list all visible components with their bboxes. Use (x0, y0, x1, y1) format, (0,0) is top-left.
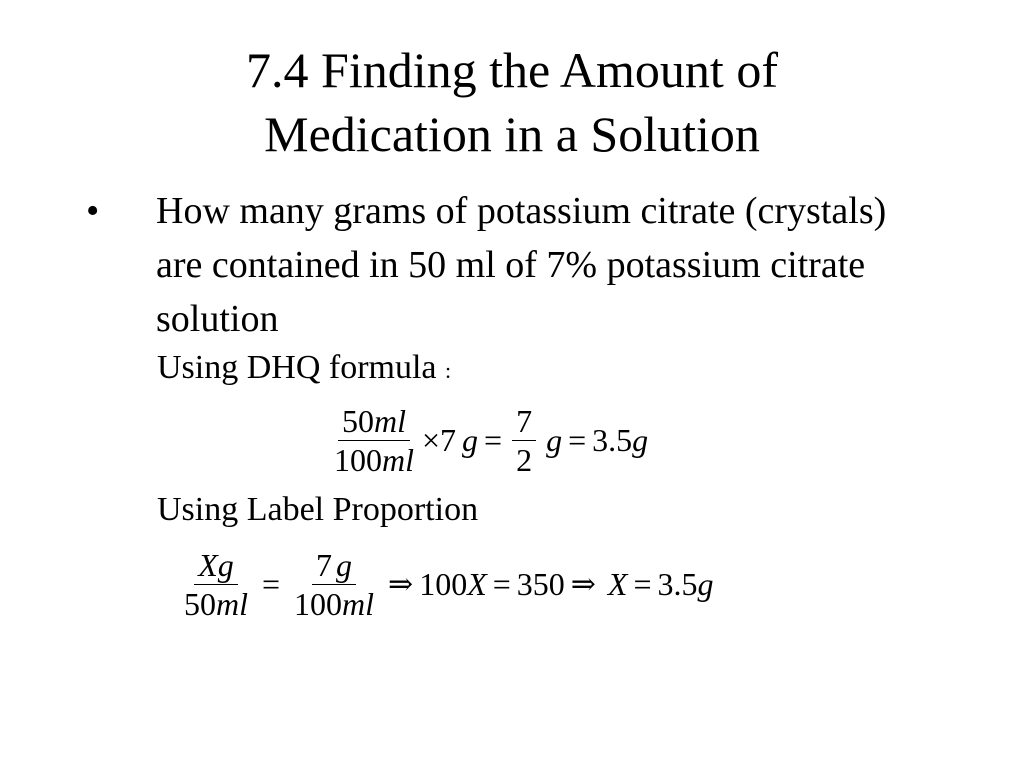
prop-lhs-coef: 100 (419, 566, 468, 602)
dhq-fraction-2 (512, 402, 536, 479)
bullet-marker: • (86, 190, 100, 232)
dhq-coef: 7 (440, 422, 457, 458)
prop-frac2-den-unit: ml (342, 586, 375, 622)
dhq-unit: g (462, 422, 479, 458)
prop-implies-1: ⇒ (388, 568, 414, 601)
dhq-unit-2: g (546, 422, 563, 458)
dhq-result-unit: g (632, 422, 649, 458)
method-dhq-label (157, 348, 451, 391)
title-line-1: 7.4 Finding the Amount of (246, 42, 778, 98)
proportion-equation (176, 546, 714, 623)
question-text: How many grams of potassium citrate (crystals) are contained in 50 ml of 7% potassium citrate solution (156, 190, 887, 340)
prop-fraction-1 (180, 546, 252, 623)
method-dhq-text: Using DHQ formula (157, 349, 437, 386)
prop-equals-1: = (262, 566, 281, 602)
prop-fraction-2 (290, 546, 378, 623)
prop-result-unit: g (697, 566, 714, 602)
dhq-frac1-den-unit: ml (382, 442, 414, 478)
dhq-frac2-num: 7 (512, 402, 536, 441)
prop-result: 3.5 (657, 566, 698, 602)
prop-implies-2: ⇒ (570, 568, 596, 601)
dhq-fraction-1 (330, 402, 418, 479)
dhq-equals-1: = (484, 422, 503, 458)
prop-frac2-num: 7 (316, 547, 333, 583)
prop-lhs-var: X (467, 566, 487, 602)
prop-frac2-den: 100 (294, 586, 343, 622)
prop-rhs: 350 (516, 566, 565, 602)
title-line-2: Medication in a Solution (264, 106, 760, 162)
dhq-frac1-den: 100 (334, 442, 382, 478)
dhq-times-sign: × (422, 422, 441, 458)
prop-frac1-num: Xg (194, 546, 238, 585)
method-label-proportion: Using Label Proportion (157, 491, 479, 528)
dhq-result: 3.5 (592, 422, 633, 458)
dhq-equation (326, 402, 648, 479)
dhq-frac2-den: 2 (516, 442, 533, 478)
dhq-frac1-num-unit: ml (374, 403, 406, 439)
prop-equals-2: = (492, 566, 511, 602)
dhq-frac1-num: 50 (342, 403, 374, 439)
prop-equals-3: = (633, 566, 652, 602)
prop-frac1-den-unit: ml (216, 586, 248, 622)
slide-title (0, 38, 1024, 166)
method-dhq-colon: : (445, 358, 452, 383)
prop-frac2-num-unit: g (336, 547, 353, 583)
dhq-equals-2: = (568, 422, 587, 458)
prop-frac1-den: 50 (184, 586, 216, 622)
prop-var: X (607, 566, 628, 602)
